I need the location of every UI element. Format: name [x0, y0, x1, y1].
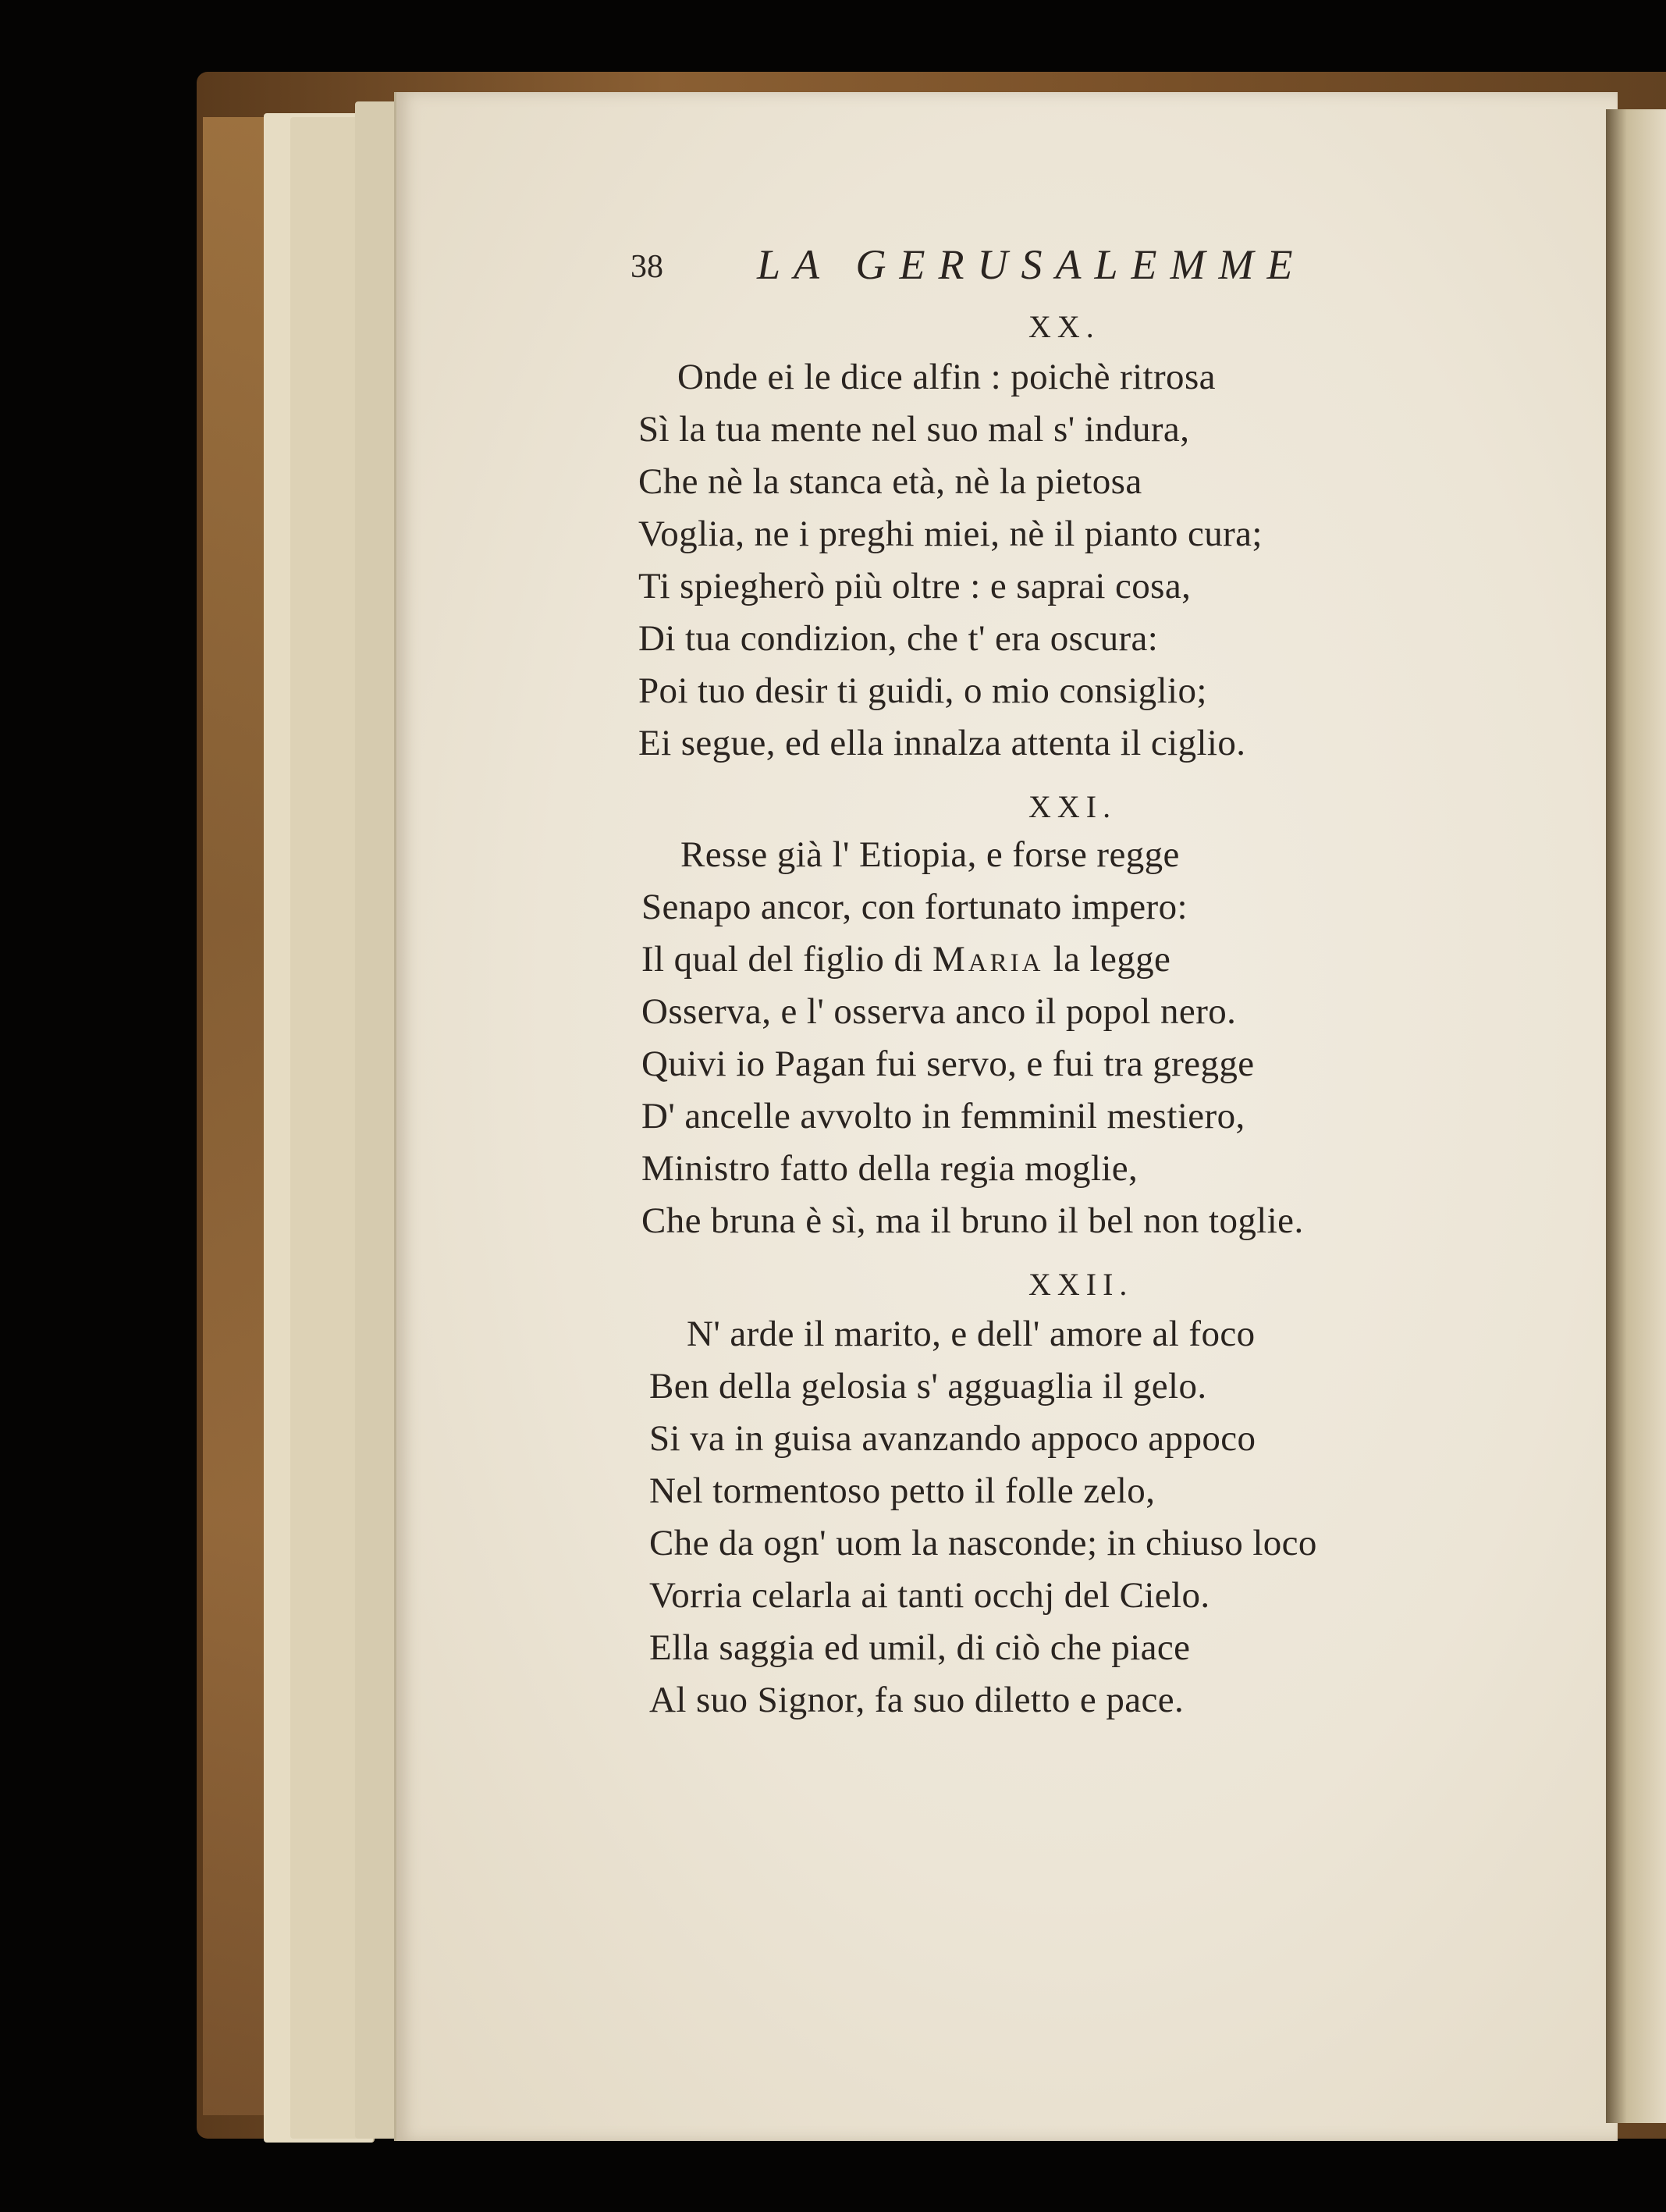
- stanza-numeral: XXI.: [1028, 789, 1117, 824]
- verse-line: Onde ei le dice alfin : poichè ritrosa: [677, 357, 1216, 397]
- verse-line: Al suo Signor, fa suo diletto e pace.: [649, 1680, 1185, 1720]
- verse-line: N' arde il marito, e dell' amore al foco: [687, 1314, 1256, 1354]
- verse-line: Ti spiegherò più oltre : e saprai cosa,: [638, 566, 1192, 606]
- stanza-numeral: XX.: [1028, 309, 1100, 344]
- verse-line: Che da ogn' uom la nasconde; in chiuso loco: [649, 1523, 1317, 1563]
- verse-line: Senapo ancor, con fortunato impero:: [641, 887, 1188, 927]
- verse-line: Osserva, e l' osserva anco il popol nero.: [641, 991, 1237, 1032]
- verse-text: la legge: [1053, 939, 1171, 980]
- running-head: LA GERUSALEMME: [757, 241, 1306, 288]
- verse-line: Nel tormentoso petto il folle zelo,: [649, 1471, 1156, 1511]
- verse-line: Che bruna è sì, ma il bruno il bel non toglie.: [641, 1200, 1304, 1241]
- verse-line: Che nè la stanca età, nè la pietosa: [638, 461, 1142, 502]
- verse-line: Di tua condizion, che t' era oscura:: [638, 618, 1159, 659]
- verse-line: Ben della gelosia s' agguaglia il gelo.: [649, 1366, 1207, 1407]
- verse-line: [641, 941, 1170, 978]
- verse-line: Si va in guisa avanzando appoco appoco: [649, 1418, 1256, 1459]
- verse-line: Vorria celarla ai tanti occhj del Cielo.: [649, 1575, 1210, 1616]
- verse-line: Ei segue, ed ella innalza attenta il ciglio.: [638, 723, 1246, 763]
- verse-line: Ministro fatto della regia moglie,: [641, 1148, 1138, 1189]
- verse-line: Poi tuo desir ti guidi, o mio consiglio;: [638, 670, 1207, 711]
- verse-line: D' ancelle avvolto in femminil mestiero,: [641, 1096, 1245, 1136]
- stanza-numeral: XXII.: [1028, 1267, 1134, 1302]
- verse-line: Resse già l' Etiopia, e forse regge: [680, 834, 1180, 875]
- maria-name: Maria: [932, 939, 1044, 980]
- verse-line: Voglia, ne i preghi miei, nè il pianto cura;: [638, 514, 1263, 554]
- verse-line: Ella saggia ed umil, di ciò che piace: [649, 1627, 1191, 1668]
- verse-line: Sì la tua mente nel suo mal s' indura,: [638, 409, 1190, 450]
- verse-line: Quivi io Pagan fui servo, e fui tra gregge: [641, 1044, 1255, 1084]
- verse-text: Il qual del figlio di: [641, 939, 923, 980]
- page-number: 38: [631, 249, 663, 285]
